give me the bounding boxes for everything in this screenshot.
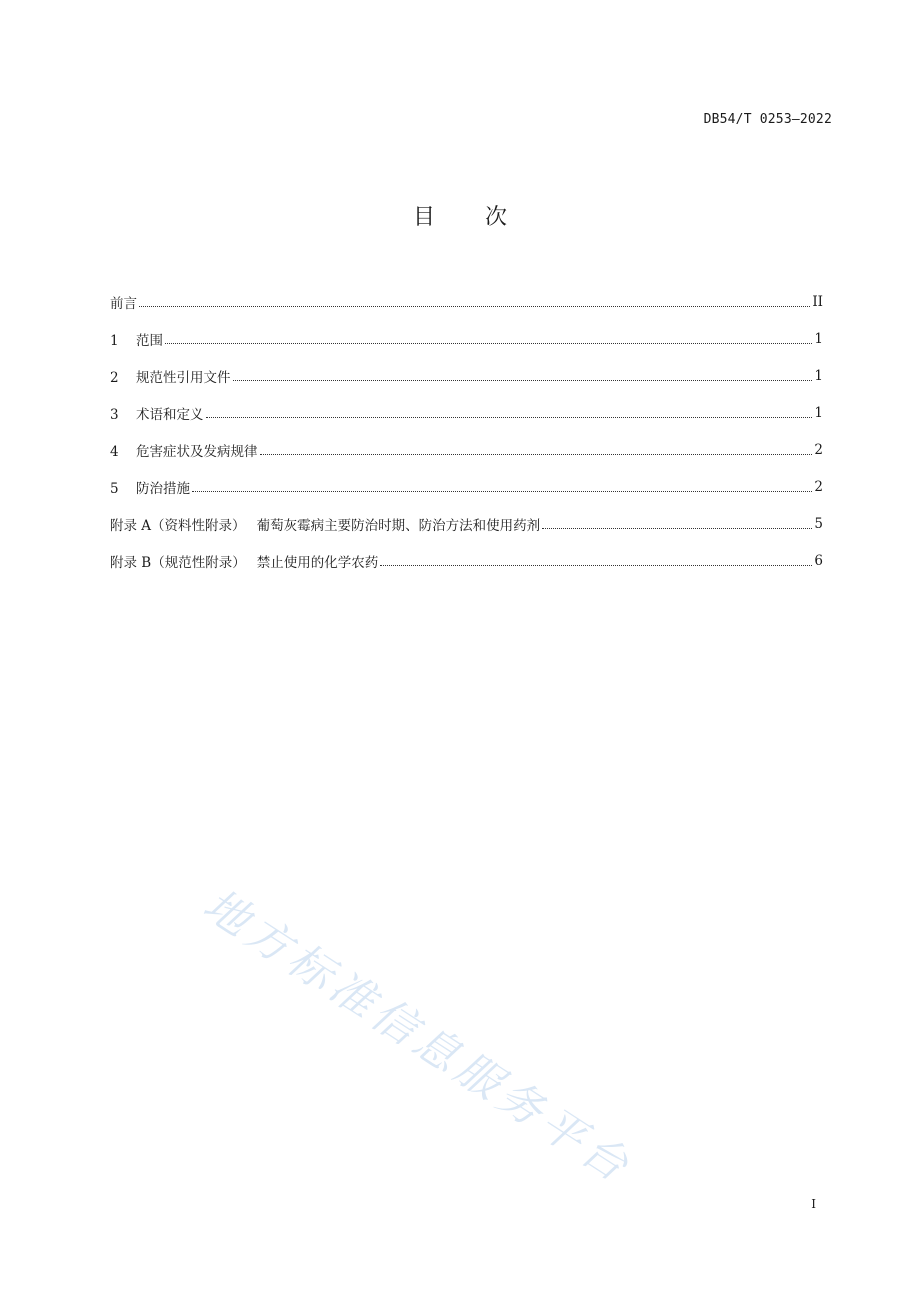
toc-entry-label [110, 366, 231, 386]
toc-entry-number: 3 [110, 406, 119, 423]
toc-entry-number: 2 [110, 369, 119, 386]
toc-entry-number: 5 [110, 480, 119, 497]
document-code: DB54/T 0253—2022 [703, 112, 832, 127]
toc-entry-normative-references[interactable] [110, 357, 823, 394]
toc-leader-dots [233, 380, 813, 381]
table-of-contents [110, 283, 823, 579]
toc-entry-label [110, 477, 190, 497]
toc-entry-appendix-a[interactable] [110, 505, 823, 542]
toc-entry-page: 2 [814, 478, 823, 495]
toc-leader-dots [192, 491, 812, 492]
toc-entry-appendix-b[interactable] [110, 542, 823, 579]
toc-entry-label [110, 292, 137, 312]
toc-entry-label [110, 440, 258, 460]
toc-entry-label [110, 329, 163, 349]
toc-leader-dots [380, 565, 812, 566]
toc-leader-dots [542, 528, 812, 529]
toc-entry-page: 1 [814, 404, 823, 421]
page-number: I [811, 1197, 816, 1211]
toc-entry-title: 规范性引用文件 [136, 369, 231, 386]
toc-title [0, 200, 920, 231]
toc-entry-title: 前言 [110, 295, 137, 312]
toc-entry-label [110, 403, 204, 423]
toc-entry-scope[interactable] [110, 320, 823, 357]
toc-entry-page: 6 [814, 552, 823, 569]
toc-entry-page: 1 [814, 367, 823, 384]
toc-entry-control-measures[interactable] [110, 468, 823, 505]
toc-entry-title: 术语和定义 [136, 406, 204, 423]
watermark: 地方标准信息服务平台 [194, 879, 642, 1195]
toc-entry-page: 1 [814, 330, 823, 347]
toc-title-char-1: 目 [412, 205, 435, 230]
toc-entry-number: 1 [110, 332, 119, 349]
toc-title-char-2: 次 [485, 205, 508, 230]
toc-entry-page: 5 [814, 515, 823, 532]
toc-entry-title: 防治措施 [136, 480, 190, 497]
toc-entry-title: 危害症状及发病规律 [136, 443, 258, 460]
toc-entry-symptoms[interactable] [110, 431, 823, 468]
toc-leader-dots [260, 454, 813, 455]
toc-entry-foreword[interactable] [110, 283, 823, 320]
toc-entry-terms-definitions[interactable] [110, 394, 823, 431]
toc-entry-title: 附录 A（资料性附录） 葡萄灰霉病主要防治时期、防治方法和使用药剂 [110, 517, 541, 534]
toc-entry-title: 附录 B（规范性附录） 禁止使用的化学农药 [110, 554, 379, 571]
toc-entry-title: 范围 [136, 332, 163, 349]
toc-leader-dots [165, 343, 812, 344]
toc-leader-dots [139, 306, 810, 307]
toc-entry-number: 4 [110, 443, 119, 460]
toc-entry-label [110, 551, 378, 571]
toc-entry-label [110, 514, 540, 534]
toc-entry-page: 2 [814, 441, 823, 458]
toc-entry-page: II [812, 293, 823, 310]
toc-leader-dots [206, 417, 813, 418]
